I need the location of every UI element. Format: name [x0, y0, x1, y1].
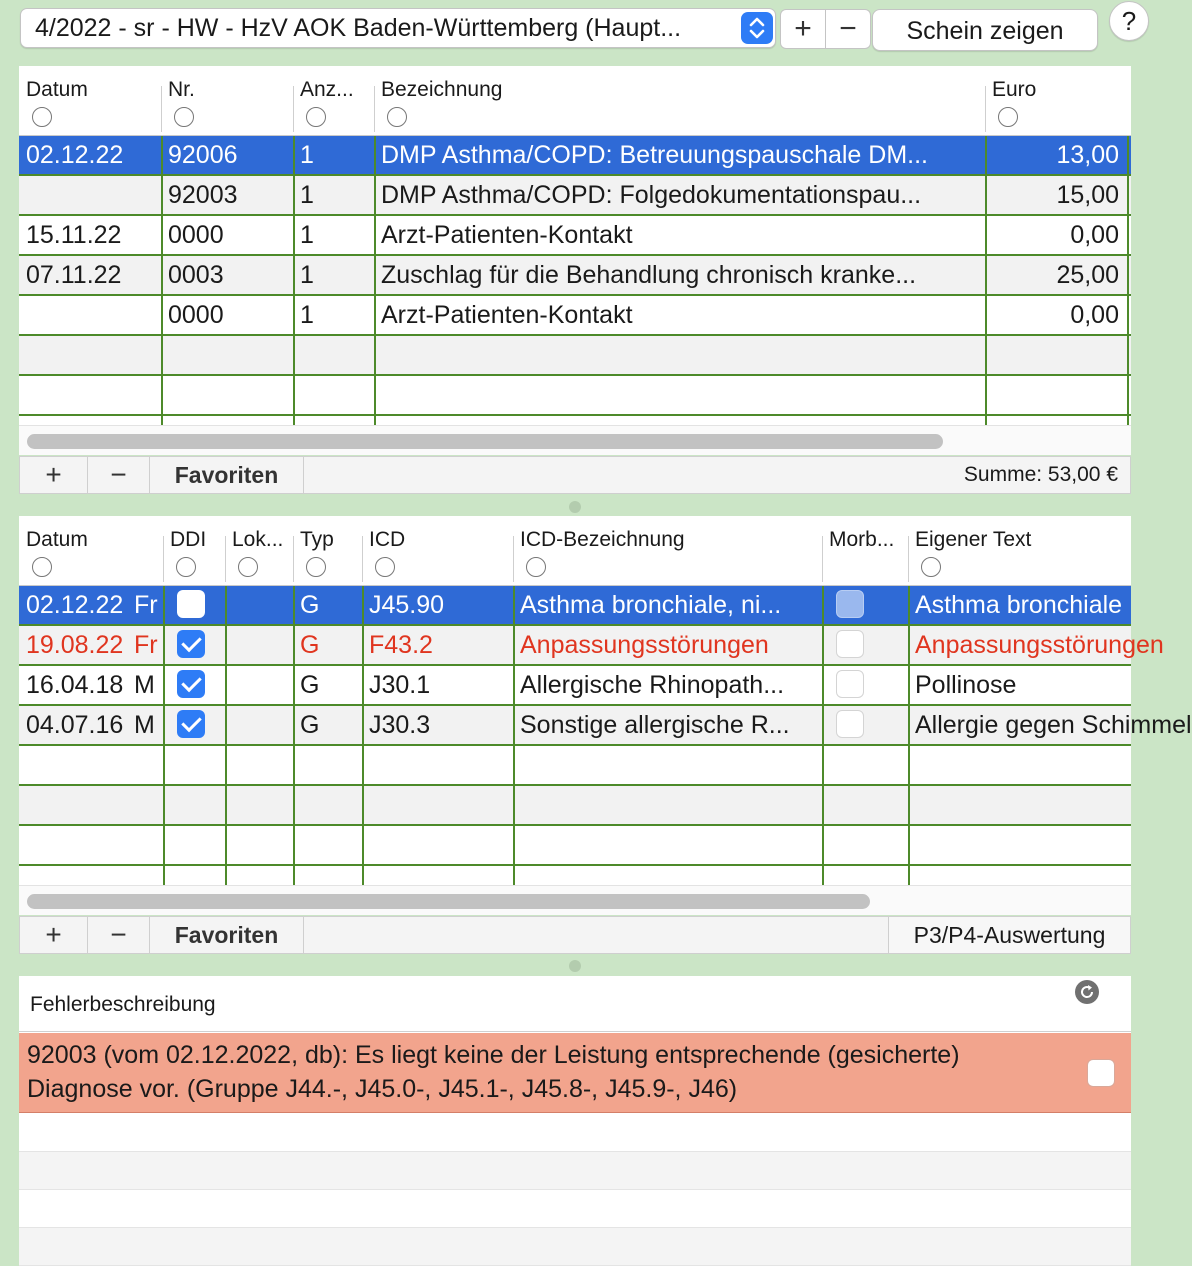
ddi-checkbox[interactable] — [177, 670, 205, 698]
cell-bezeichnung: Arzt-Patienten-Kontakt — [381, 301, 633, 329]
cell-anz: 1 — [300, 301, 314, 329]
cell-anz: 1 — [300, 141, 314, 169]
p3p4-auswertung-button[interactable]: P3/P4-Auswertung — [888, 917, 1130, 953]
radio-icon[interactable] — [526, 557, 546, 577]
table-row[interactable] — [19, 216, 1131, 256]
cell-arzt: M — [134, 711, 155, 739]
schein-selector[interactable] — [20, 8, 776, 48]
add-diagnose-button[interactable]: + — [20, 917, 88, 953]
cell-morb — [822, 666, 908, 704]
radio-icon[interactable] — [306, 107, 326, 127]
column-header-label: ICD — [369, 528, 406, 551]
cell-eigener-text: Allergie gegen Schimmel — [915, 711, 1192, 739]
remove-schein-button[interactable]: − — [825, 9, 871, 49]
ddi-checkbox[interactable] — [177, 590, 205, 618]
column-header[interactable] — [161, 66, 293, 136]
diagnose-favoriten-button[interactable]: Favoriten — [150, 917, 304, 953]
cell-morb — [822, 626, 908, 664]
cell-eigener-text: Anpassungsstörungen — [915, 631, 1164, 659]
cell-datum: 15.11.22 — [26, 221, 122, 249]
cell-euro: 15,00 — [1056, 181, 1119, 209]
morbi-checkbox[interactable] — [836, 710, 864, 738]
table-row[interactable] — [19, 136, 1131, 176]
cell-ddi — [163, 586, 225, 624]
cell-datum: 19.08.22 — [26, 631, 124, 659]
cell-typ: G — [300, 671, 320, 699]
cell-typ: G — [300, 631, 320, 659]
column-header[interactable] — [293, 66, 374, 136]
cell-euro: 0,00 — [1070, 301, 1119, 329]
help-button[interactable]: ? — [1109, 1, 1149, 41]
cell-datum: 04.07.16 — [26, 711, 124, 739]
empty-row — [19, 1152, 1131, 1190]
column-header-label: Datum — [26, 528, 88, 551]
cell-eigener-text: Pollinose — [915, 671, 1017, 699]
morbi-checkbox[interactable] — [836, 630, 864, 658]
column-header[interactable] — [19, 66, 161, 136]
column-header-label: Anz... — [300, 78, 354, 101]
add-leistung-button[interactable]: + — [20, 457, 88, 493]
cell-datum: 02.12.22 — [26, 591, 124, 619]
radio-icon[interactable] — [32, 557, 52, 577]
splitter-handle[interactable] — [569, 960, 581, 972]
cell-anz: 1 — [300, 221, 314, 249]
column-header[interactable] — [513, 516, 822, 586]
fehler-title: Fehlerbeschreibung — [30, 993, 216, 1016]
cell-icd-bezeichnung: Sonstige allergische R... — [520, 711, 790, 739]
table-row[interactable] — [19, 376, 1131, 416]
cell-euro: 13,00 — [1056, 141, 1119, 169]
table-row[interactable] — [19, 666, 1131, 706]
column-header-label: Nr. — [168, 78, 195, 101]
schein-selector-value: 4/2022 - sr - HW - HzV AOK Baden-Württemberg (Haupt... — [35, 14, 682, 42]
column-header[interactable] — [225, 516, 293, 586]
radio-icon[interactable] — [176, 557, 196, 577]
cell-morb — [822, 706, 908, 744]
column-header-label: Lok... — [232, 528, 284, 551]
cell-bezeichnung: Zuschlag für die Behandlung chronisch kranke... — [381, 261, 917, 289]
leistungen-table — [19, 66, 1131, 455]
cell-icd: J30.3 — [369, 711, 431, 739]
table-row[interactable] — [19, 296, 1131, 336]
cell-nr: 92003 — [168, 181, 238, 209]
cell-icd: J45.90 — [369, 591, 445, 619]
column-header-label: Morb... — [829, 528, 895, 551]
column-header-label: Euro — [992, 78, 1037, 101]
cell-nr: 0000 — [168, 221, 224, 249]
splitter-handle[interactable] — [569, 501, 581, 513]
ddi-checkbox[interactable] — [177, 630, 205, 658]
scrollbar-thumb[interactable] — [27, 894, 870, 909]
cell-ddi — [163, 666, 225, 704]
column-header[interactable] — [19, 516, 163, 586]
cell-nr: 0000 — [168, 301, 224, 329]
table-row[interactable] — [19, 826, 1131, 866]
horizontal-scrollbar[interactable] — [19, 885, 1131, 915]
table-row[interactable] — [19, 746, 1131, 786]
cell-ddi — [163, 706, 225, 744]
remove-leistung-button[interactable]: − — [88, 457, 150, 493]
cell-bezeichnung: DMP Asthma/COPD: Betreuungspauschale DM... — [381, 141, 928, 169]
radio-icon[interactable] — [238, 557, 258, 577]
cell-datum — [19, 176, 161, 214]
column-header-label: DDI — [170, 528, 207, 551]
leistungen-header — [19, 66, 1131, 136]
add-schein-button[interactable]: + — [780, 9, 826, 49]
cell-nr: 0003 — [168, 261, 224, 289]
table-row[interactable] — [19, 256, 1131, 296]
diagnosen-footer — [19, 916, 1131, 954]
table-row[interactable] — [19, 586, 1131, 626]
radio-icon[interactable] — [921, 557, 941, 577]
empty-row — [19, 1190, 1131, 1228]
column-header[interactable] — [293, 516, 362, 586]
radio-icon[interactable] — [998, 107, 1018, 127]
cell-icd-bezeichnung: Anpassungsstörungen — [520, 631, 769, 659]
scrollbar-thumb[interactable] — [27, 434, 943, 449]
cell-euro: 25,00 — [1056, 261, 1119, 289]
table-row[interactable] — [19, 626, 1164, 666]
column-header[interactable] — [374, 66, 985, 136]
column-header[interactable] — [908, 516, 1131, 586]
cell-arzt: M — [134, 671, 155, 699]
fehler-message: 92003 (vom 02.12.2022, db): Es liegt keine der Leistung entsprechende (gesicherte) Diagnose vor. (Gruppe J44.-, J45.0-, J45.1-, J45.8-, J45.9-, J46) — [27, 1041, 960, 1103]
column-header-label: Eigener Text — [915, 528, 1032, 551]
remove-diagnose-button[interactable]: − — [88, 917, 150, 953]
cell-datum: 16.04.18 — [26, 671, 124, 699]
column-header-label: Bezeichnung — [381, 78, 503, 101]
cell-anz: 1 — [300, 261, 314, 289]
fehler-checkbox[interactable] — [1087, 1059, 1115, 1087]
fehler-header — [19, 976, 1131, 1032]
diagnosen-header — [19, 516, 1131, 586]
cell-typ: G — [300, 711, 320, 739]
morbi-checkbox[interactable] — [836, 590, 864, 618]
cell-icd-bezeichnung: Asthma bronchiale, ni... — [520, 591, 782, 619]
leistungen-footer — [19, 456, 1131, 494]
cell-icd-bezeichnung: Allergische Rhinopath... — [520, 671, 785, 699]
cell-datum: 07.11.22 — [26, 261, 122, 289]
radio-icon[interactable] — [387, 107, 407, 127]
cell-icd: J30.1 — [369, 671, 431, 699]
chevron-updown-icon[interactable] — [741, 12, 773, 44]
column-header[interactable] — [985, 66, 1127, 136]
column-header-label: Typ — [300, 528, 334, 551]
cell-icd: F43.2 — [369, 631, 433, 659]
table-row[interactable] — [19, 706, 1192, 746]
table-row[interactable] — [19, 176, 1131, 216]
radio-icon[interactable] — [174, 107, 194, 127]
radio-icon[interactable] — [306, 557, 326, 577]
refresh-icon[interactable] — [1075, 980, 1099, 1004]
cell-typ: G — [300, 591, 320, 619]
diagnosen-table — [19, 516, 1192, 915]
fehler-panel — [19, 976, 1131, 1254]
cell-morb — [822, 586, 908, 624]
table-row[interactable] — [19, 786, 1131, 826]
cell-ddi — [163, 626, 225, 664]
column-header[interactable] — [822, 516, 908, 586]
ddi-checkbox[interactable] — [177, 710, 205, 738]
schein-zeigen-button[interactable]: Schein zeigen — [872, 9, 1098, 51]
cell-arzt: Fr — [134, 631, 158, 659]
table-row[interactable] — [19, 336, 1131, 376]
column-header-label: ICD-Bezeichnung — [520, 528, 685, 551]
leistung-favoriten-button[interactable]: Favoriten — [150, 457, 304, 493]
column-header[interactable] — [362, 516, 513, 586]
radio-icon[interactable] — [375, 557, 395, 577]
cell-bezeichnung: DMP Asthma/COPD: Folgedokumentationspau... — [381, 181, 922, 209]
radio-icon[interactable] — [32, 107, 52, 127]
cell-eigener-text: Asthma bronchiale — [915, 591, 1123, 619]
cell-anz: 1 — [300, 181, 314, 209]
empty-row — [19, 1228, 1131, 1266]
cell-euro: 0,00 — [1070, 221, 1119, 249]
cell-datum — [19, 296, 161, 334]
morbi-checkbox[interactable] — [836, 670, 864, 698]
column-header-label: Datum — [26, 78, 88, 101]
summe-label: Summe: 53,00 € — [963, 463, 1118, 486]
cell-nr: 92006 — [168, 141, 238, 169]
fehler-row[interactable] — [19, 1033, 1131, 1113]
cell-datum: 02.12.22 — [26, 141, 124, 169]
empty-row — [19, 1114, 1131, 1152]
horizontal-scrollbar[interactable] — [19, 425, 1131, 455]
cell-arzt: Fr — [134, 591, 158, 619]
cell-bezeichnung: Arzt-Patienten-Kontakt — [381, 221, 633, 249]
column-header[interactable] — [163, 516, 225, 586]
